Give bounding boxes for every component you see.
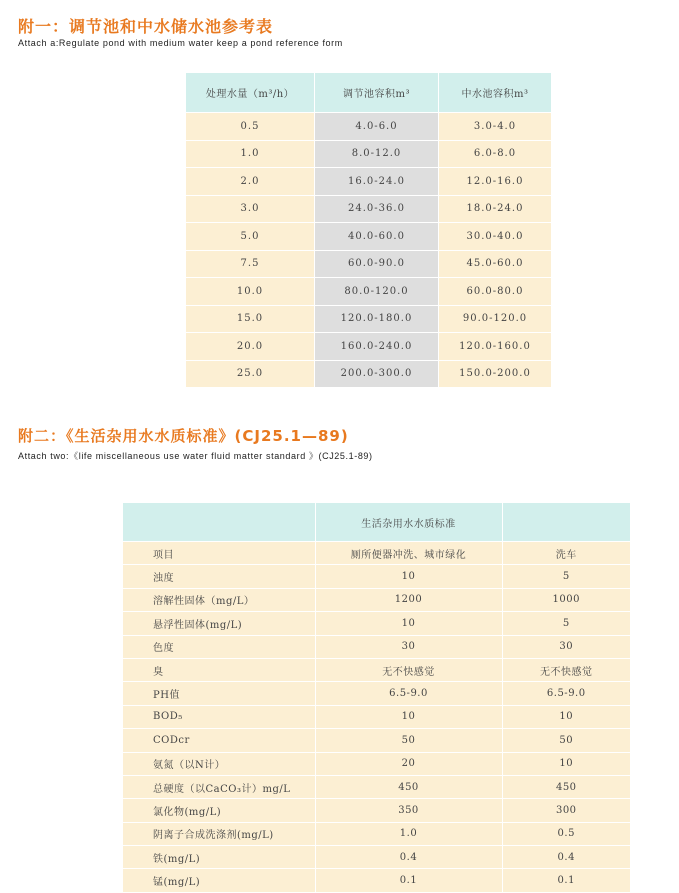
table-cell: 10 xyxy=(502,705,631,728)
table-cell: 10 xyxy=(315,705,502,728)
table-cell: 溶解性固体（mg/L） xyxy=(123,588,315,611)
table-cell: 1.0 xyxy=(315,822,502,845)
table-cell: 1000 xyxy=(502,588,631,611)
column-header: 调节池容积m³ xyxy=(315,73,439,113)
table-cell: 3.0 xyxy=(186,195,315,223)
table-row xyxy=(123,752,631,775)
table-cell: 厕所便器冲洗、城市绿化 xyxy=(315,542,502,565)
table-cell: 18.0-24.0 xyxy=(439,195,552,223)
table-cell: 10 xyxy=(315,565,502,588)
table-cell: 5 xyxy=(502,612,631,635)
table-row xyxy=(186,168,552,196)
table-row xyxy=(123,565,631,588)
table-cell: 0.4 xyxy=(315,846,502,869)
table-row xyxy=(186,223,552,251)
table-cell: 无不快感觉 xyxy=(502,658,631,681)
table-cell: 50 xyxy=(315,729,502,752)
column-header: 处理水量（m³/h） xyxy=(186,73,315,113)
table-cell: 0.4 xyxy=(502,846,631,869)
table-cell: 80.0-120.0 xyxy=(315,278,439,306)
table-cell: CODcr xyxy=(123,729,315,752)
table-cell: 0.5 xyxy=(186,113,315,141)
section2-subtitle: Attach two:《life miscellaneous use water fluid matter standard 》(CJ25.1-89) xyxy=(18,451,373,461)
table-row xyxy=(123,799,631,822)
table-cell: 200.0-300.0 xyxy=(315,360,439,388)
table-cell: 300 xyxy=(502,799,631,822)
table-cell: 24.0-36.0 xyxy=(315,195,439,223)
table-cell: 5 xyxy=(502,565,631,588)
section1-subtitle: Attach a:Regulate pond with medium water keep a pond reference form xyxy=(18,38,343,48)
water-quality-table xyxy=(123,503,631,893)
table-cell: 氨氮（以N计） xyxy=(123,752,315,775)
table-cell: 氯化物(mg/L) xyxy=(123,799,315,822)
table-cell: 无不快感觉 xyxy=(315,658,502,681)
table-row xyxy=(123,775,631,798)
table-cell: 40.0-60.0 xyxy=(315,223,439,251)
table-cell: 10 xyxy=(315,612,502,635)
table-cell: 450 xyxy=(502,775,631,798)
table-cell: 30 xyxy=(315,635,502,658)
table-cell: 12.0-16.0 xyxy=(439,168,552,196)
table-cell: BOD₅ xyxy=(123,705,315,728)
table-row xyxy=(186,140,552,168)
table-cell: 臭 xyxy=(123,658,315,681)
table-row xyxy=(186,113,552,141)
table-cell: 30.0-40.0 xyxy=(439,223,552,251)
table-cell: 10 xyxy=(502,752,631,775)
table-cell: 0.5 xyxy=(502,822,631,845)
table-cell: 浊度 xyxy=(123,565,315,588)
table-cell: 60.0-80.0 xyxy=(439,278,552,306)
table-cell: 25.0 xyxy=(186,360,315,388)
table-cell: 120.0-160.0 xyxy=(439,333,552,361)
table-cell: 0.1 xyxy=(502,869,631,892)
table-cell: 60.0-90.0 xyxy=(315,250,439,278)
table-header-row xyxy=(186,73,552,113)
table-cell: 120.0-180.0 xyxy=(315,305,439,333)
table-cell: 7.5 xyxy=(186,250,315,278)
table-cell: 45.0-60.0 xyxy=(439,250,552,278)
table-row xyxy=(123,869,631,892)
section2-title: 附二：《生活杂用水水质标准》(CJ25.1—89) xyxy=(18,427,349,445)
table-cell: 20 xyxy=(315,752,502,775)
table-row xyxy=(123,846,631,869)
table-cell: 色度 xyxy=(123,635,315,658)
table-cell: 6.0-8.0 xyxy=(439,140,552,168)
table-cell: 50 xyxy=(502,729,631,752)
table-cell: 项目 xyxy=(123,542,315,565)
table-cell: 90.0-120.0 xyxy=(439,305,552,333)
table-row xyxy=(123,729,631,752)
column-header: 中水池容积m³ xyxy=(439,73,552,113)
table-row xyxy=(186,278,552,306)
table-row xyxy=(123,682,631,705)
table-header-row xyxy=(123,503,631,542)
table-cell: PH值 xyxy=(123,682,315,705)
table-cell: 450 xyxy=(315,775,502,798)
table-cell: 150.0-200.0 xyxy=(439,360,552,388)
table-cell: 阴离子合成洗涤剂(mg/L) xyxy=(123,822,315,845)
table-cell: 20.0 xyxy=(186,333,315,361)
table-cell: 30 xyxy=(502,635,631,658)
table-row xyxy=(186,250,552,278)
table-cell: 2.0 xyxy=(186,168,315,196)
table-cell: 总硬度（以CaCO₃计）mg/L xyxy=(123,775,315,798)
column-header: 生活杂用水水质标准 xyxy=(315,503,502,542)
table-cell: 160.0-240.0 xyxy=(315,333,439,361)
table-cell: 3.0-4.0 xyxy=(439,113,552,141)
table-cell: 1.0 xyxy=(186,140,315,168)
table-cell: 15.0 xyxy=(186,305,315,333)
table-row xyxy=(123,542,631,565)
section1-title: 附一：调节池和中水储水池参考表 xyxy=(18,17,274,36)
table-cell: 铁(mg/L) xyxy=(123,846,315,869)
table-row xyxy=(186,195,552,223)
table-cell: 悬浮性固体(mg/L) xyxy=(123,612,315,635)
table-row xyxy=(123,705,631,728)
table-cell: 0.1 xyxy=(315,869,502,892)
table-cell: 6.5-9.0 xyxy=(502,682,631,705)
table-cell: 16.0-24.0 xyxy=(315,168,439,196)
table-cell: 6.5-9.0 xyxy=(315,682,502,705)
table-cell: 10.0 xyxy=(186,278,315,306)
table-row xyxy=(123,612,631,635)
table-row xyxy=(123,658,631,681)
table-cell: 锰(mg/L) xyxy=(123,869,315,892)
table-row xyxy=(123,635,631,658)
table-cell: 4.0-6.0 xyxy=(315,113,439,141)
column-header xyxy=(502,503,631,542)
table-row xyxy=(186,360,552,388)
table-row xyxy=(186,333,552,361)
table-cell: 5.0 xyxy=(186,223,315,251)
reference-table xyxy=(186,73,552,388)
table-cell: 8.0-12.0 xyxy=(315,140,439,168)
table-row xyxy=(123,822,631,845)
table-row xyxy=(123,588,631,611)
table-row xyxy=(186,305,552,333)
table-cell: 1200 xyxy=(315,588,502,611)
table-cell: 洗车 xyxy=(502,542,631,565)
column-header xyxy=(123,503,315,542)
table-cell: 350 xyxy=(315,799,502,822)
